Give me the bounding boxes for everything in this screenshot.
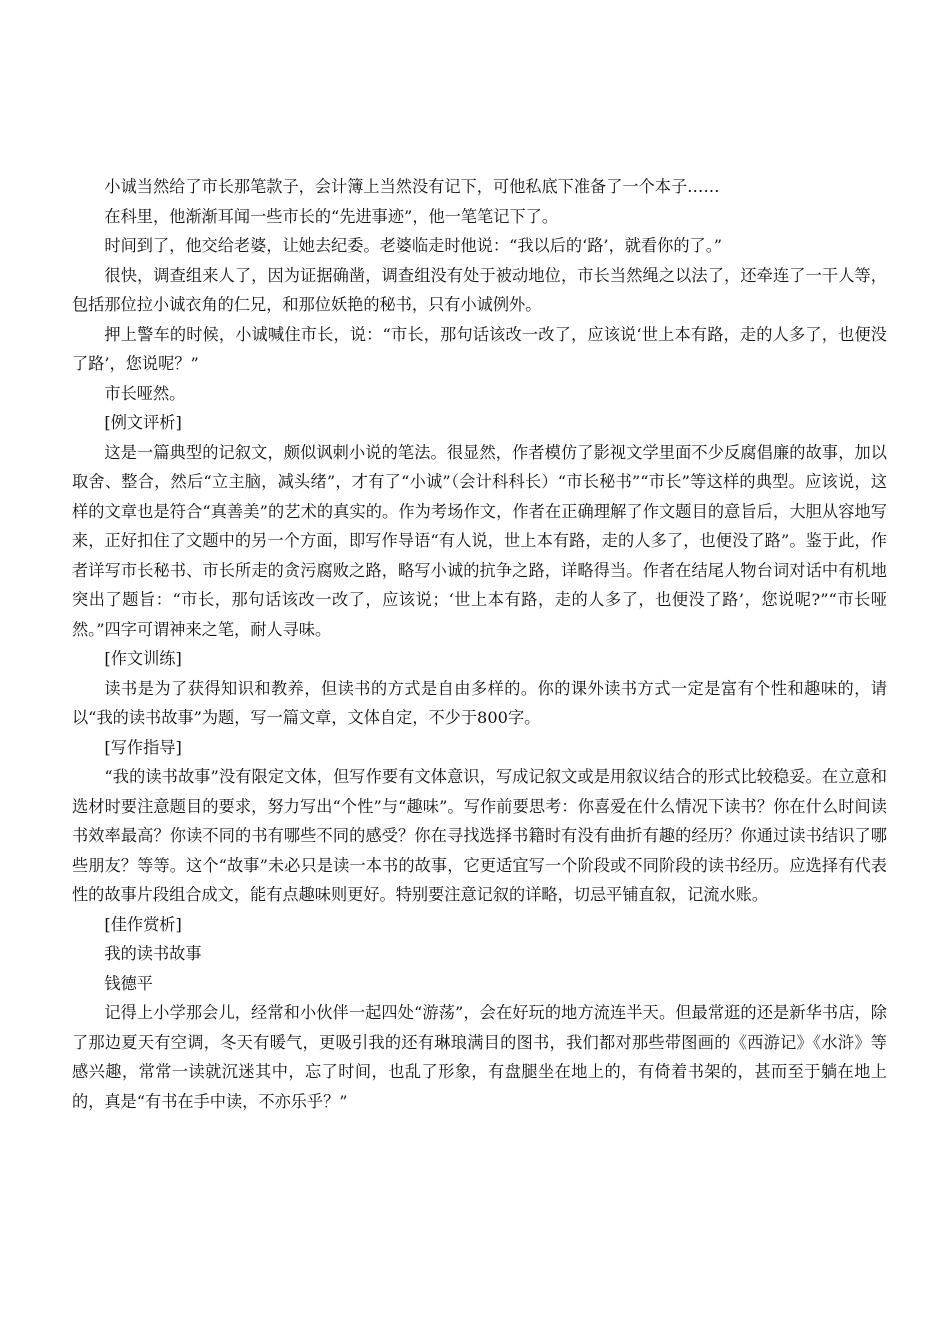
paragraph-analysis: 这是一篇典型的记叙文，颇似讽刺小说的笔法。很显然，作者模仿了影视文学里面不少反腐倡廉的故事，加以取舍、整合，然后“立主脑，减头绪”，才有了“小诚”（会计科科长）“市长秘书”“市长”等这样的典型。应该说，这样的文章也是符合“真善美”的艺术的真实的。作为考场作文，作者在正确理解了作文题目的意旨后，大胆从容地写来，正好扣住了文题中的另一个方面，即写作导语“有人说，世上本有路，走的人多了，也便没了路”。鉴于此，作者详写市长秘书、市长所走的贪污腐败之路，略写小诚的抗争之路，详略得当。作者在结尾人物台词对话中有机地突出了题旨：“市长，那句话该改一改了，应该说；‘世上本有路，走的人多了，也便没了路’，您说呢?”“市长哑然。”四字可谓神来之笔，耐人寻味。 [72, 442, 887, 639]
section-heading-analysis: [例文评析] [104, 413, 182, 432]
paragraph-investigation: 很快，调查组来人了，因为证据确凿，调查组没有处于被动地位，市长当然绳之以法了，还牵连了一干人等，包括那位拉小诚衣角的仁兄，和那位妖艳的秘书，只有小诚例外。 [72, 265, 887, 314]
paragraph-training: 读书是为了获得知识和教养，但读书的方式是自由多样的。你的课外读书方式一定是富有个性和趣味的，请以“我的读书故事”为题，写一篇文章，文体自定，不少于800字。 [72, 678, 887, 727]
paragraph-police-car: 押上警车的时候，小诚喊住市长，说：“市长，那句话该改一改了，应该说‘世上本有路，走的人多了，也便没了路’，您说呢？” [72, 324, 887, 373]
paragraph-essay-opening: 记得上小学那会儿，经常和小伙伴一起四处“游荡”，会在好玩的地方流连半天。但最常逛的还是新华书店，除了那边夏天有空调，冬天有暖气，更吸引我的还有琳琅满目的图书，我们都对那些带图画的《西游记》《水浒》等感兴趣，常常一读就沉迷其中，忘了时间，也乱了形象，有盘腿坐在地上的，有倚着书架的，甚而至于躺在地上的，真是“有书在手中读，不亦乐乎？” [72, 1003, 887, 1111]
section-heading-training: [作文训练] [104, 649, 182, 668]
section-heading-appreciation: [佳作赏析] [104, 914, 182, 934]
paragraph-donation: 小诚当然给了市长那笔款子，会计簿上当然没有记下，可他私底下准备了一个本子…… [104, 177, 720, 196]
essay-author: 钱德平 [104, 973, 153, 993]
paragraph-mayor-speechless: 市长哑然。 [104, 383, 186, 403]
document-page [72, 172, 887, 1116]
section-heading-guidance: [写作指导] [104, 737, 182, 757]
paragraph-records: 在科里，他渐渐耳闻一些市长的“先进事迹”，他一笔笔记下了。 [104, 206, 559, 226]
paragraph-wife: 时间到了，他交给老婆，让她去纪委。老婆临走时他说：“我以后的‘路’，就看你的了。” [104, 236, 723, 255]
paragraph-guidance: “我的读书故事”没有限定文体，但写作要有文体意识，写成记叙文或是用叙议结合的形式比较稳妥。在立意和选材时要注意题目的要求，努力写出“个性”与“趣味”。写作前要思考：你喜爱在什么情况下读书？你在什么时间读书效率最高？你读不同的书有哪些不同的感受？你在寻找选择书籍时有没有曲折有趣的经历？你通过读书结识了哪些朋友？等等。这个“故事”未必只是读一本书的故事，它更适宜写一个阶段或不同阶段的读书经历。应选择有代表性的故事片段组合成文，能有点趣味则更好。特别要注意记叙的详略，切忌平铺直叙，记流水账。 [72, 767, 887, 904]
essay-title: 我的读书故事 [104, 944, 202, 963]
